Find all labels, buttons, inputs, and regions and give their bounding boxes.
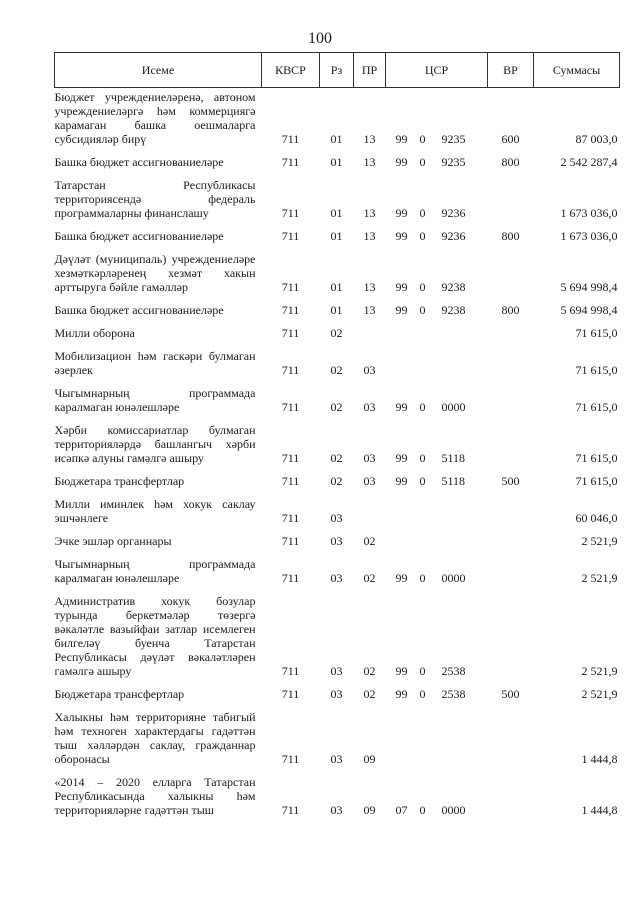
header-vr: ВР [488,53,534,88]
table-row [55,468,620,491]
cell-name: Башка бюджет ассигнованиеләре [54,303,224,317]
cell-kvsr: 711 [281,803,300,817]
cell-name: Эчке эшләр органнары [54,534,172,548]
header-sum: Суммасы [534,53,620,88]
cell-vr: 800 [501,155,520,169]
cell-sum: 71 615,0 [575,451,618,465]
cell-rz: 02 [330,400,343,414]
table-row [55,704,620,769]
cell-rz: 03 [330,571,343,585]
cell-csr-direction [434,343,488,380]
cell-kvsr: 711 [281,534,300,548]
cell-rz: 01 [330,229,343,243]
cell-vr [488,769,534,820]
cell-csr-direction [434,491,488,528]
cell-rz: 03 [330,803,343,817]
cell-csr-subprogram: 0 [419,687,426,701]
cell-pr [354,320,386,343]
cell-name: Хәрби комиссариатлар булмаган территорияләрдә башлангыч хәрби исәпкә алуны гамәлгә ашыру [54,423,256,465]
cell-pr: 03 [363,451,376,465]
cell-name: Чыгымнарның программада каралмаган юнәлешләре [54,557,256,585]
page-number: 100 [308,30,332,47]
cell-kvsr: 711 [281,400,300,414]
cell-csr-direction: 9236 [441,206,466,220]
cell-sum: 71 615,0 [575,326,618,340]
cell-sum: 1 673 036,0 [560,229,618,243]
cell-rz: 01 [330,206,343,220]
cell-csr-subprogram: 0 [419,155,426,169]
cell-csr-direction [434,704,488,769]
table-row [55,551,620,588]
cell-rz: 03 [330,687,343,701]
table-row [55,769,620,820]
cell-sum: 71 615,0 [575,363,618,377]
cell-rz: 02 [330,451,343,465]
cell-pr: 09 [363,752,376,766]
table-row [55,149,620,172]
cell-pr: 13 [363,229,376,243]
cell-kvsr: 711 [281,664,300,678]
table-row [55,88,620,150]
cell-vr [488,588,534,681]
cell-sum: 5 694 998,4 [560,280,618,294]
cell-csr-direction: 5118 [441,451,466,465]
cell-kvsr: 711 [281,303,300,317]
cell-kvsr: 711 [281,155,300,169]
table-row [55,380,620,417]
budget-table [54,52,620,820]
cell-vr: 500 [501,687,520,701]
cell-vr: 600 [501,132,520,146]
table-row [55,343,620,380]
cell-sum: 2 521,9 [581,534,618,548]
cell-pr: 13 [363,206,376,220]
cell-vr [488,246,534,297]
table-row [55,297,620,320]
cell-sum: 2 521,9 [581,571,618,585]
cell-kvsr: 711 [281,326,300,340]
cell-csr-program: 99 [395,451,408,465]
cell-csr-direction: 9235 [441,155,466,169]
cell-csr-direction: 2538 [441,664,466,678]
cell-kvsr: 711 [281,474,300,488]
cell-csr-direction: 5118 [441,474,466,488]
cell-vr [488,380,534,417]
cell-csr-direction: 0000 [441,571,466,585]
cell-csr-subprogram: 0 [419,400,426,414]
cell-sum: 1 444,8 [581,752,618,766]
cell-vr [488,172,534,223]
cell-sum: 71 615,0 [575,474,618,488]
cell-sum: 5 694 998,4 [560,303,618,317]
table-row [55,172,620,223]
cell-csr-program: 99 [395,687,408,701]
cell-kvsr: 711 [281,206,300,220]
cell-csr-direction: 9238 [441,303,466,317]
cell-csr-program: 99 [395,132,408,146]
cell-name: Дәүләт (муниципаль) учреждениеләре хезмәткәрләренең хезмәт хакын арттыруга бәйле гамәлләр [54,252,256,294]
cell-csr-direction [434,320,488,343]
cell-rz: 03 [330,511,343,525]
table-row [55,417,620,468]
cell-name: «2014 – 2020 елларга Татарстан Республикасында халыкны һәм территорияләрне гадәттән тыш [54,775,256,817]
cell-name: Административ хокук бозулар турында беркетмәләр төзергә вәкаләтле вазыйфаи затлар исемлеген билгеләү буенча Татарстан Республикасы дәүләт вәкаләтләрен гамәлгә ашыру [54,594,256,678]
cell-csr-program: 07 [395,803,408,817]
cell-name: Бюджетара трансфертлар [54,687,185,701]
table-body [55,88,620,821]
cell-sum: 60 046,0 [575,511,618,525]
cell-sum: 2 542 287,4 [560,155,618,169]
cell-vr [488,417,534,468]
cell-pr: 13 [363,280,376,294]
cell-vr: 800 [501,303,520,317]
cell-vr [488,343,534,380]
cell-name: Мобилизацион һәм гаскәри булмаган әзерлек [54,349,256,377]
header-kvsr: КВСР [262,53,320,88]
cell-pr: 02 [363,687,376,701]
cell-vr [488,551,534,588]
cell-csr-program [386,704,412,769]
table-header-row [55,53,620,88]
cell-pr: 03 [363,474,376,488]
cell-csr-subprogram [412,343,434,380]
cell-name: Бюджет учреждениеләренә, автоном учреждениеләргә һәм коммерциягә карамаган башка оешмаларга субсидияләр бирү [54,90,256,146]
cell-csr-program [386,528,412,551]
cell-csr-program: 99 [395,474,408,488]
cell-csr-subprogram [412,704,434,769]
cell-csr-subprogram: 0 [419,303,426,317]
table-row [55,246,620,297]
cell-kvsr: 711 [281,229,300,243]
cell-name: Милли иминлек һәм хокук саклау эшчәнлеге [54,497,256,525]
cell-vr [488,491,534,528]
cell-csr-subprogram: 0 [419,280,426,294]
cell-sum: 2 521,9 [581,687,618,701]
cell-name: Татарстан Республикасы территориясендә федераль программаларны финанслашу [54,178,256,220]
table-row [55,491,620,528]
cell-vr [488,528,534,551]
cell-kvsr: 711 [281,511,300,525]
cell-csr-program: 99 [395,280,408,294]
table-row [55,223,620,246]
cell-csr-direction: 9238 [441,280,466,294]
cell-csr-direction: 2538 [441,687,466,701]
cell-csr-program: 99 [395,571,408,585]
cell-csr-subprogram: 0 [419,474,426,488]
cell-csr-program [386,343,412,380]
cell-rz: 01 [330,303,343,317]
cell-rz: 03 [330,534,343,548]
cell-name: Бюджетара трансфертлар [54,474,185,488]
cell-sum: 2 521,9 [581,664,618,678]
cell-kvsr: 711 [281,571,300,585]
cell-csr-subprogram: 0 [419,664,426,678]
cell-kvsr: 711 [281,687,300,701]
cell-csr-subprogram: 0 [419,803,426,817]
cell-csr-program [386,320,412,343]
table-row [55,320,620,343]
cell-name: Халыкны һәм территорияне табигый һәм техноген характердагы гадәттән тыш хәлләрдән саклау, гражданнар оборонасы [54,710,256,766]
cell-rz: 02 [330,326,343,340]
header-csr: ЦСР [386,53,488,88]
table-row [55,681,620,704]
cell-kvsr: 711 [281,280,300,294]
cell-kvsr: 711 [281,132,300,146]
cell-csr-subprogram [412,491,434,528]
cell-name: Башка бюджет ассигнованиеләре [54,229,224,243]
cell-pr: 13 [363,303,376,317]
cell-pr: 02 [363,534,376,548]
cell-csr-program: 99 [395,400,408,414]
header-rz: Рз [320,53,354,88]
cell-csr-subprogram: 0 [419,229,426,243]
cell-sum: 71 615,0 [575,400,618,414]
cell-pr: 13 [363,132,376,146]
cell-csr-direction [434,528,488,551]
cell-pr: 03 [363,400,376,414]
cell-csr-program: 99 [395,155,408,169]
cell-csr-program: 99 [395,206,408,220]
cell-kvsr: 711 [281,451,300,465]
cell-rz: 03 [330,664,343,678]
cell-vr: 500 [501,474,520,488]
cell-csr-program [386,491,412,528]
cell-csr-program: 99 [395,303,408,317]
cell-rz: 01 [330,132,343,146]
cell-pr: 02 [363,664,376,678]
cell-pr: 02 [363,571,376,585]
cell-csr-subprogram [412,528,434,551]
cell-csr-direction: 9235 [441,132,466,146]
cell-csr-subprogram: 0 [419,206,426,220]
cell-vr [488,320,534,343]
cell-kvsr: 711 [281,752,300,766]
table-row [55,528,620,551]
cell-pr: 03 [363,363,376,377]
cell-name: Башка бюджет ассигнованиеләре [54,155,224,169]
cell-csr-direction: 9236 [441,229,466,243]
cell-name: Милли оборона [54,326,135,340]
cell-sum: 1 444,8 [581,803,618,817]
cell-vr: 800 [501,229,520,243]
cell-csr-subprogram: 0 [419,571,426,585]
table-row [55,588,620,681]
cell-rz: 01 [330,280,343,294]
cell-csr-direction: 0000 [441,400,466,414]
cell-sum: 87 003,0 [575,132,618,146]
cell-csr-subprogram: 0 [419,451,426,465]
header-pr: ПР [354,53,386,88]
header-name: Исеме [55,53,262,88]
cell-csr-program: 99 [395,229,408,243]
cell-vr [488,704,534,769]
cell-rz: 02 [330,474,343,488]
cell-pr: 13 [363,155,376,169]
cell-rz: 01 [330,155,343,169]
cell-sum: 1 673 036,0 [560,206,618,220]
cell-csr-program: 99 [395,664,408,678]
cell-csr-subprogram: 0 [419,132,426,146]
cell-name: Чыгымнарның программада каралмаган юнәлешләре [54,386,256,414]
cell-kvsr: 711 [281,363,300,377]
cell-pr: 09 [363,803,376,817]
cell-csr-direction: 0000 [441,803,466,817]
cell-rz: 03 [330,752,343,766]
cell-csr-subprogram [412,320,434,343]
cell-pr [354,491,386,528]
cell-rz: 02 [330,363,343,377]
